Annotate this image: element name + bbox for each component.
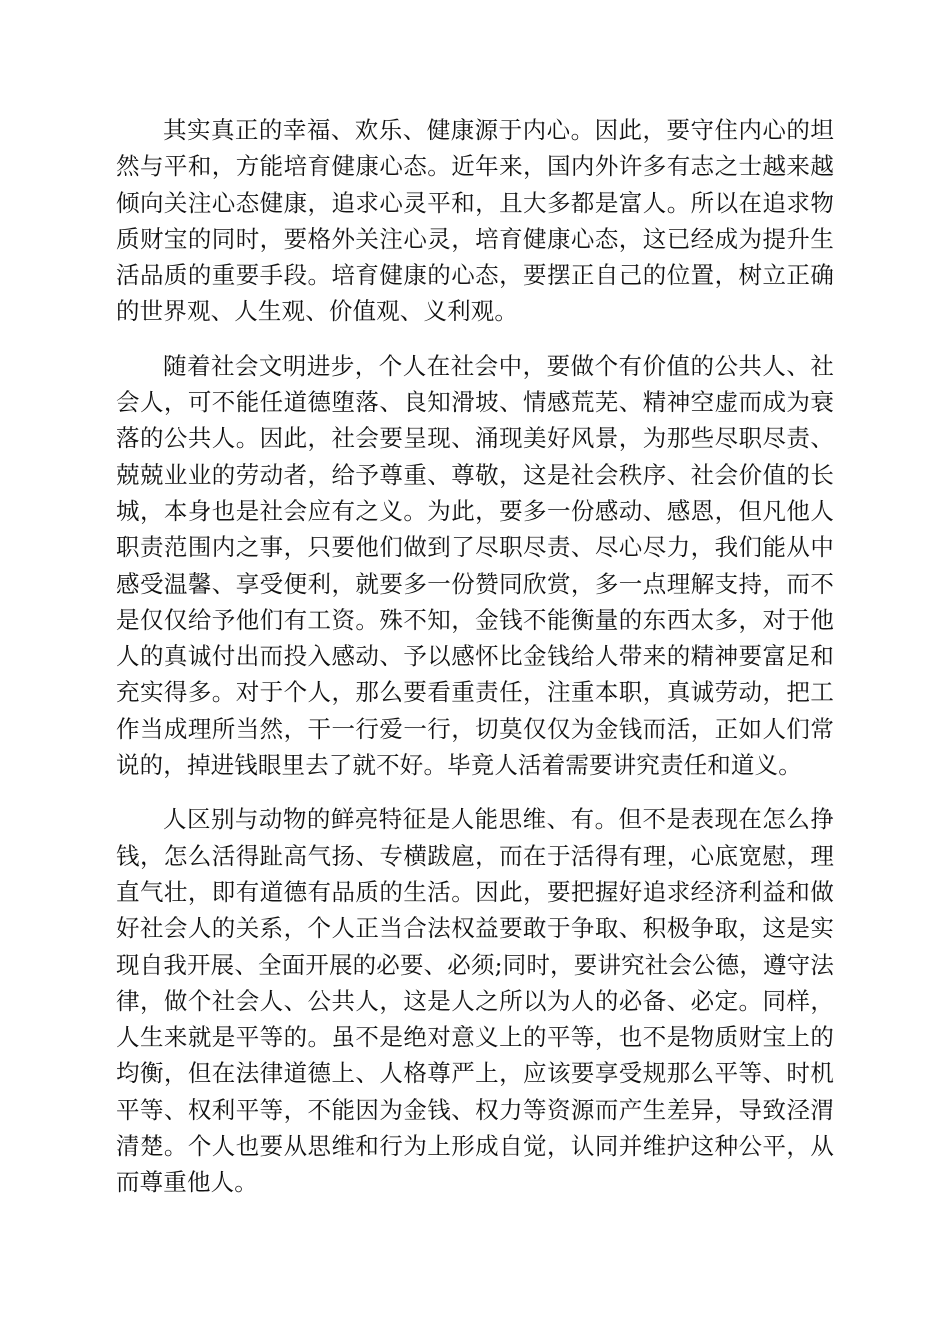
paragraph-2: 随着社会文明进步，个人在社会中，要做个有价值的公共人、社会人，可不能任道德堕落、良知滑坡、情感荒芜、精神空虚而成为衰落的公共人。因此，社会要呈现、涌现美好风景，为那些尽职尽责、兢兢业业的劳动者，给予尊重、尊敬，这是社会秩序、社会价值的长城，本身也是社会应有之义。为此，要多一份感动、感恩，但凡他人职责范围内之事，只要他们做到了尽职尽责、尽心尽力，我们能从中感受温馨、享受便利，就要多一份赞同欣赏，多一点理解支持，而不是仅仅给予他们有工资。殊不知，金钱不能衡量的东西太多，对于他人的真诚付出而投入感动、予以感怀比金钱给人带来的精神要富足和充实得多。对于个人，那么要看重责任，注重本职，真诚劳动，把工作当成理所当然，干一行爱一行，切莫仅仅为金钱而活，正如人们常说的，掉进钱眼里去了就不好。毕竟人活着需要讲究责任和道义。 [116, 351, 834, 780]
document-page [116, 112, 834, 1219]
paragraph-3: 人区别与动物的鲜亮特征是人能思维、有。但不是表现在怎么挣钱，怎么活得趾高气扬、专横跋扈，而在于活得有理，心底宽慰，理直气壮，即有道德有品质的生活。因此，要把握好追求经济利益和做好社会人的关系，个人正当合法权益要敢于争取、积极争取，这是实现自我开展、全面开展的必要、必须;同时，要讲究社会公德，遵守法律，做个社会人、公共人，这是人之所以为人的必备、必定。同样，人生来就是平等的。虽不是绝对意义上的平等，也不是物质财宝上的均衡，但在法律道德上、人格尊严上，应该要享受规那么平等、时机平等、权利平等，不能因为金钱、权力等资源而产生差异，导致泾渭清楚。个人也要从思维和行为上形成自觉，认同并维护这种公平，从而尊重他人。 [116, 805, 834, 1197]
paragraph-1: 其实真正的幸福、欢乐、健康源于内心。因此，要守住内心的坦然与平和，方能培育健康心态。近年来，国内外许多有志之士越来越倾向关注心态健康，追求心灵平和，且大多都是富人。所以在追求物质财宝的同时，要格外关注心灵，培育健康心态，这已经成为提升生活品质的重要手段。培育健康的心态，要摆正自己的位置，树立正确的世界观、人生观、价值观、义利观。 [116, 116, 834, 326]
